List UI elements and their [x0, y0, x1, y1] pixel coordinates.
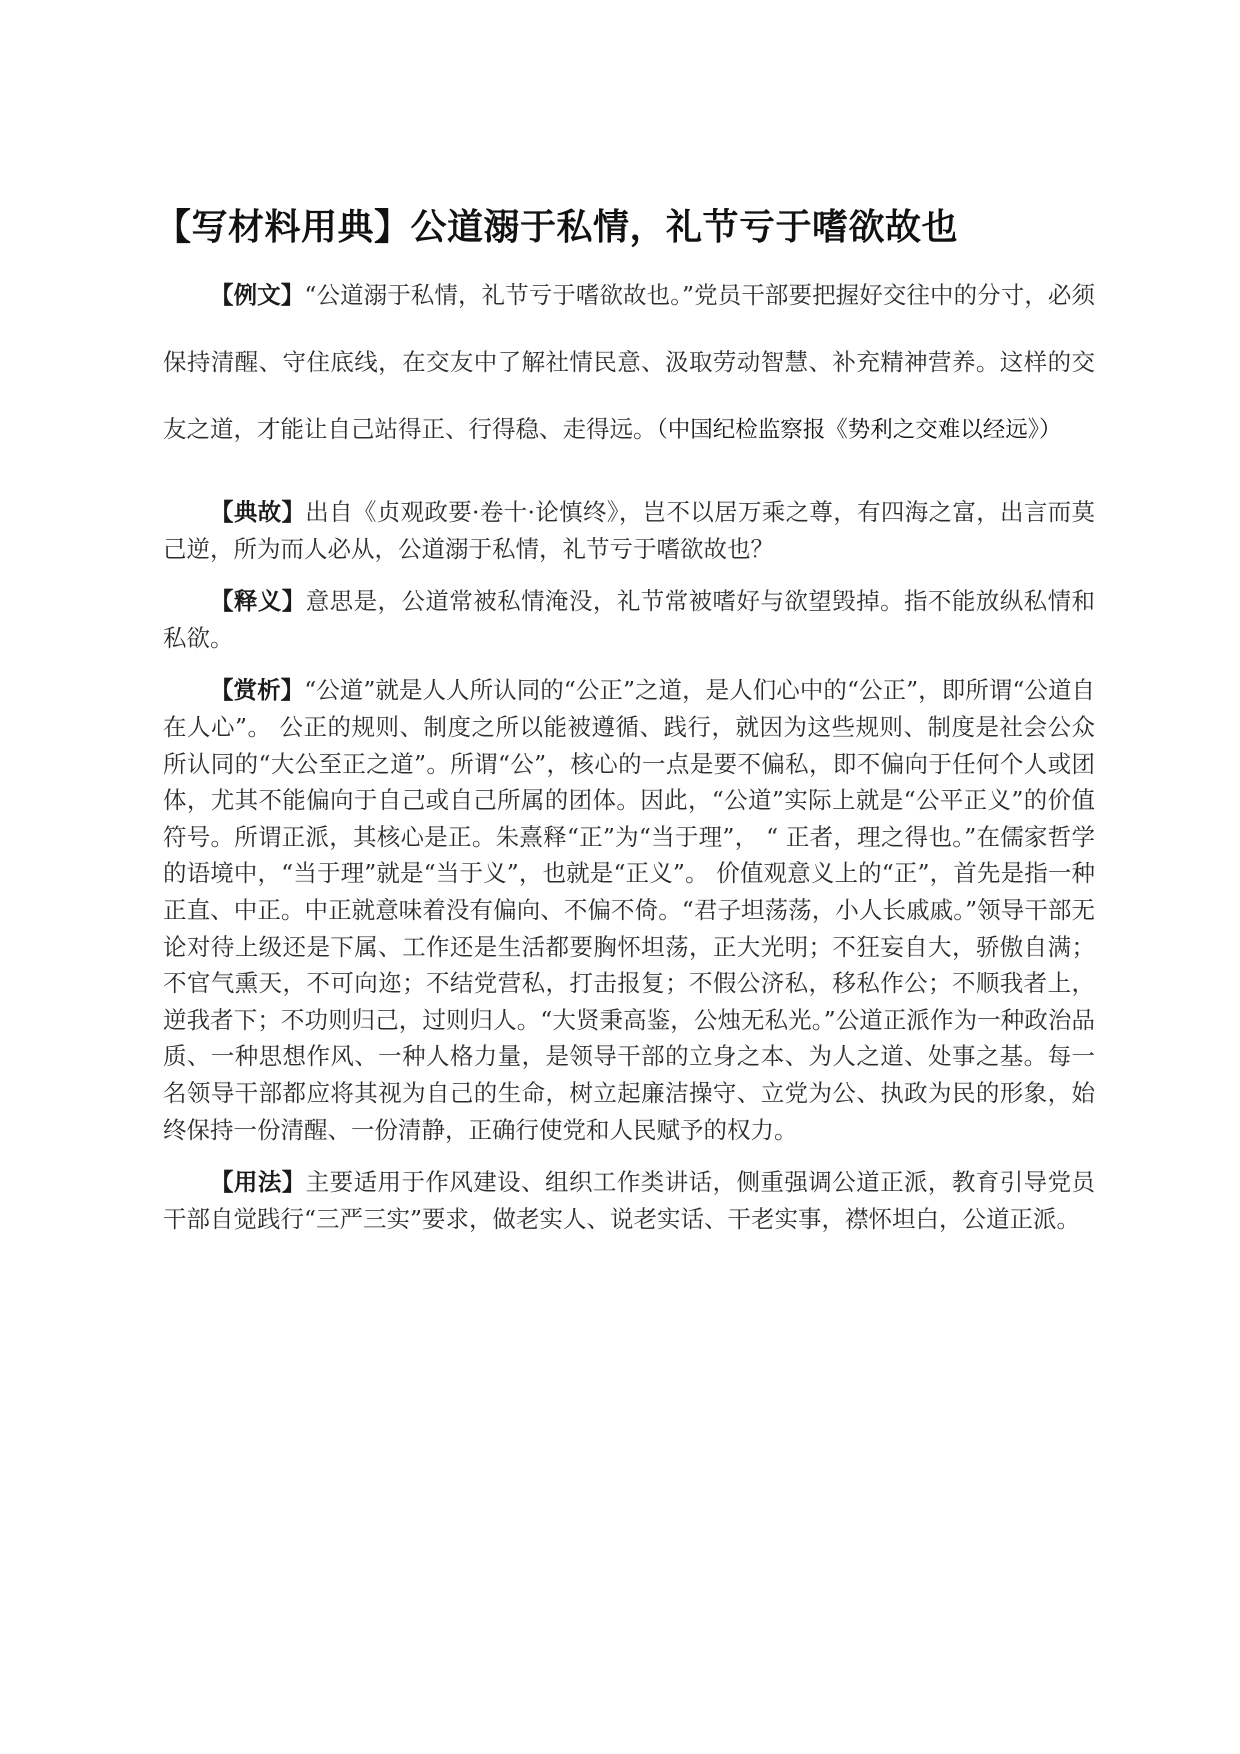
example-tag: 【例文】: [210, 281, 305, 309]
analysis-paragraph: [163, 672, 1095, 1148]
allusion-paragraph: [163, 494, 1095, 567]
example-source: （中国纪检监察报《势利之交难以经远》）: [656, 417, 1062, 443]
example-text: “公道溺于私情，礼节亏于嗜欲故也。”党员干部要把握好交往中的分寸，必须保持清醒、守住底线，在交友中了解社情民意、汲取劳动智慧、补充精神营养。这样的交友之道，才能让自己站得正、行得稳、走得远。: [163, 281, 1096, 443]
meaning-paragraph: [163, 583, 1095, 656]
analysis-tag: 【赏析】: [210, 676, 305, 705]
document-title: 【写材料用典】公道溺于私情，礼节亏于嗜欲故也: [155, 207, 959, 248]
analysis-text: “公道”就是人人所认同的“公正”之道，是人们心中的“公正”，即所谓“公道自在人心”。 公正的规则、制度之所以能被遵循、践行，就因为这些规则、制度是社会公众所认同的“大公至正之道”。所谓“公”，核心的一点是要不偏私，即不偏向于任何个人或团体，尤其不能偏向于自己或自己所属的团体。因此，“公道”实际上就是“公平正义”的价值符号。所谓正派，其核心是正。朱熹释“正”为“当于理”， “ 正者，理之得也。”在儒家哲学的语境中，“当于理”就是“当于义”，也就是“正义”。 价值观意义上的“正”，首先是指一种正直、中正。中正就意味着没有偏向、不偏不倚。“君子坦荡荡，小人长戚戚。”领导干部无论对待上级还是下属、工作还是生活都要胸怀坦荡，正大光明；不狂妄自大，骄傲自满；不官气熏天，不可向迩；不结党营私，打击报复；不假公济私，移私作公；不顺我者上，逆我者下；不功则归己，过则归人。“大贤秉高鉴，公烛无私光。”公道正派作为一种政治品质、一种思想作风、一种人格力量，是领导干部的立身之本、为人之道、处事之基。每一名领导干部都应将其视为自己的生命，树立起廉洁操守、立党为公、执政为民的形象，始终保持一份清醒、一份清静，正确行使党和人民赋予的权力。: [163, 676, 1096, 1144]
usage-tag: 【用法】: [210, 1168, 306, 1197]
meaning-text: 意思是，公道常被私情淹没，礼节常被嗜好与欲望毁掉。指不能放纵私情和私欲。: [163, 587, 1096, 652]
document-page: [155, 204, 1096, 1237]
example-paragraph: [163, 262, 1095, 464]
allusion-tag: 【典故】: [210, 498, 306, 526]
allusion-text: 出自《贞观政要·卷十·论慎终》，岂不以居万乘之尊，有四海之富，出言而莫己逆，所为而人必从，公道溺于私情，礼节亏于嗜欲故也？: [163, 498, 1095, 563]
usage-text: 主要适用于作风建设、组织工作类讲话，侧重强调公道正派，教育引导党员干部自觉践行“三严三实”要求，做老实人、说老实话、干老实事，襟怀坦白，公道正派。: [163, 1168, 1096, 1233]
meaning-tag: 【释义】: [210, 587, 306, 616]
usage-paragraph: [163, 1164, 1095, 1237]
